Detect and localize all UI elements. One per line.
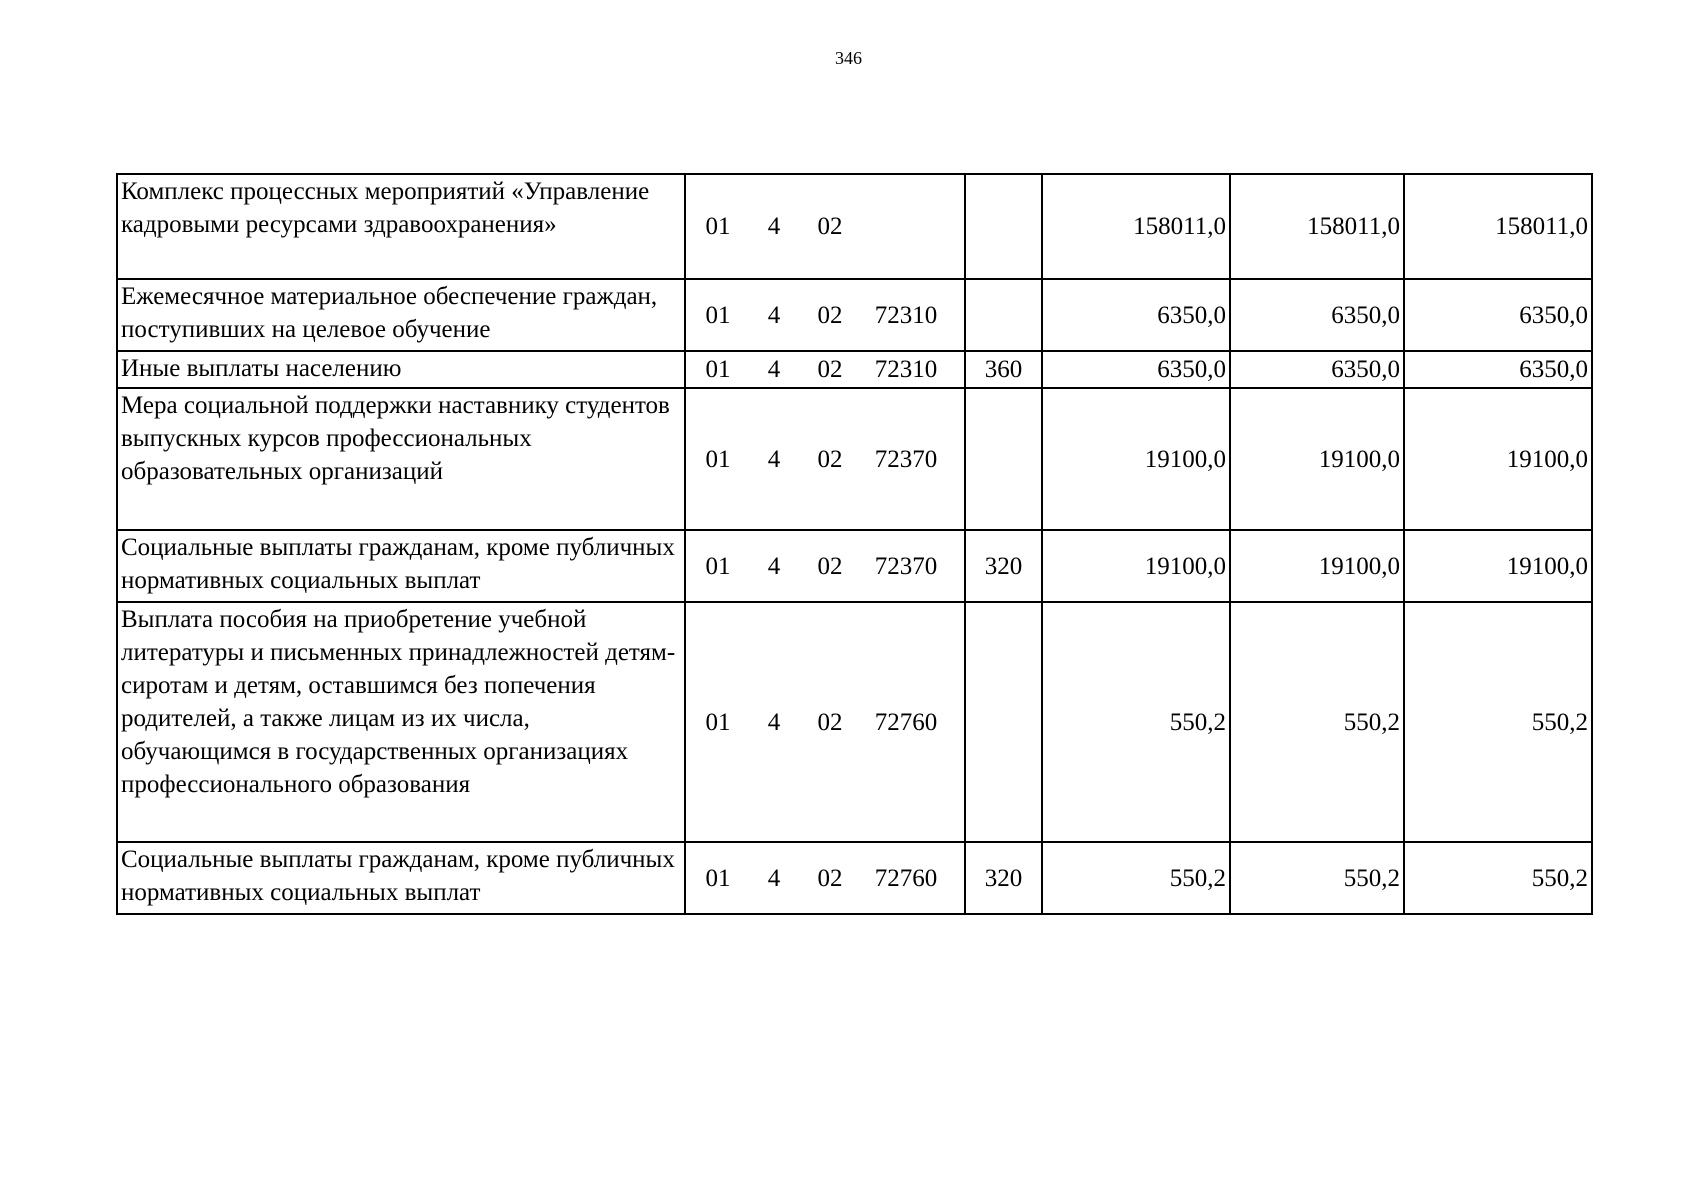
program-code [685, 174, 965, 279]
amount-year-3: 6350,0 [1404, 279, 1592, 351]
code-part: 72310 [874, 356, 938, 383]
amount-year-2: 19100,0 [1230, 388, 1404, 530]
code-part: 4 [767, 552, 781, 580]
amount-year-2: 158011,0 [1230, 174, 1404, 279]
program-code [685, 530, 965, 602]
amount-year-1: 550,2 [1042, 602, 1230, 842]
program-code [685, 388, 965, 530]
code-part: 4 [767, 301, 781, 329]
program-code [685, 842, 965, 914]
amount-year-3: 550,2 [1404, 842, 1592, 914]
amount-year-2: 6350,0 [1230, 279, 1404, 351]
code-part: 01 [705, 213, 731, 240]
amount-year-2: 6350,0 [1230, 351, 1404, 388]
row-name: Иные выплаты населению [117, 351, 685, 388]
code-part: 02 [817, 864, 843, 892]
amount-year-3: 158011,0 [1404, 174, 1592, 279]
code-part: 72760 [874, 864, 938, 892]
code-part: 02 [817, 708, 843, 736]
code-part: 4 [767, 445, 781, 473]
table-row [117, 842, 1592, 914]
expense-type-code: 360 [965, 351, 1042, 388]
code-part: 02 [817, 356, 843, 383]
table-row [117, 279, 1592, 351]
code-part: 02 [817, 213, 843, 240]
code-part: 72370 [874, 552, 938, 580]
amount-year-2: 19100,0 [1230, 530, 1404, 602]
code-part: 4 [767, 356, 781, 383]
code-part: 01 [705, 356, 731, 383]
table-row [117, 388, 1592, 530]
amount-year-3: 19100,0 [1404, 530, 1592, 602]
amount-year-1: 158011,0 [1042, 174, 1230, 279]
code-part: 02 [817, 301, 843, 329]
budget-table [116, 173, 1593, 915]
code-part: 01 [705, 864, 731, 892]
code-part: 4 [767, 213, 781, 240]
amount-year-1: 19100,0 [1042, 530, 1230, 602]
amount-year-3: 6350,0 [1404, 351, 1592, 388]
amount-year-3: 19100,0 [1404, 388, 1592, 530]
table-row [117, 530, 1592, 602]
table-row [117, 174, 1592, 279]
expense-type-code [965, 388, 1042, 530]
expense-type-code: 320 [965, 842, 1042, 914]
code-part: 4 [767, 708, 781, 736]
expense-type-code: 320 [965, 530, 1042, 602]
amount-year-1: 6350,0 [1042, 279, 1230, 351]
row-name: Социальные выплаты гражданам, кроме публичных нормативных социальных выплат [117, 530, 685, 602]
expense-type-code [965, 174, 1042, 279]
table-row [117, 351, 1592, 388]
program-code [685, 279, 965, 351]
amount-year-2: 550,2 [1230, 842, 1404, 914]
code-part: 01 [705, 552, 731, 580]
row-name: Ежемесячное материальное обеспечение граждан, поступивших на целевое обучение [117, 279, 685, 351]
row-name: Социальные выплаты гражданам, кроме публичных нормативных социальных выплат [117, 842, 685, 914]
code-part: 01 [705, 301, 731, 329]
amount-year-1: 19100,0 [1042, 388, 1230, 530]
row-name: Выплата пособия на приобретение учебной литературы и письменных принадлежностей детям-сиротам и детям, оставшимся без попечения родителей, а также лицам из их числа, обучающимся в государственных организациях профессионального образования [117, 602, 685, 842]
row-name: Комплекс процессных мероприятий «Управление кадровыми ресурсами здравоохранения» [117, 174, 685, 279]
amount-year-3: 550,2 [1404, 602, 1592, 842]
code-part: 02 [817, 552, 843, 580]
amount-year-1: 550,2 [1042, 842, 1230, 914]
code-part: 4 [767, 864, 781, 892]
code-part: 72760 [874, 708, 938, 736]
code-part: 01 [705, 445, 731, 473]
page-number: 346 [835, 48, 862, 68]
expense-type-code [965, 279, 1042, 351]
expense-type-code [965, 602, 1042, 842]
amount-year-1: 6350,0 [1042, 351, 1230, 388]
table-row [117, 602, 1592, 842]
row-name: Мера социальной поддержки наставнику студентов выпускных курсов профессиональных образовательных организаций [117, 388, 685, 530]
amount-year-2: 550,2 [1230, 602, 1404, 842]
code-part: 01 [705, 708, 731, 736]
program-code [685, 351, 965, 388]
code-part: 72310 [874, 301, 938, 329]
code-part: 72370 [874, 445, 938, 473]
code-part: 02 [817, 445, 843, 473]
program-code [685, 602, 965, 842]
